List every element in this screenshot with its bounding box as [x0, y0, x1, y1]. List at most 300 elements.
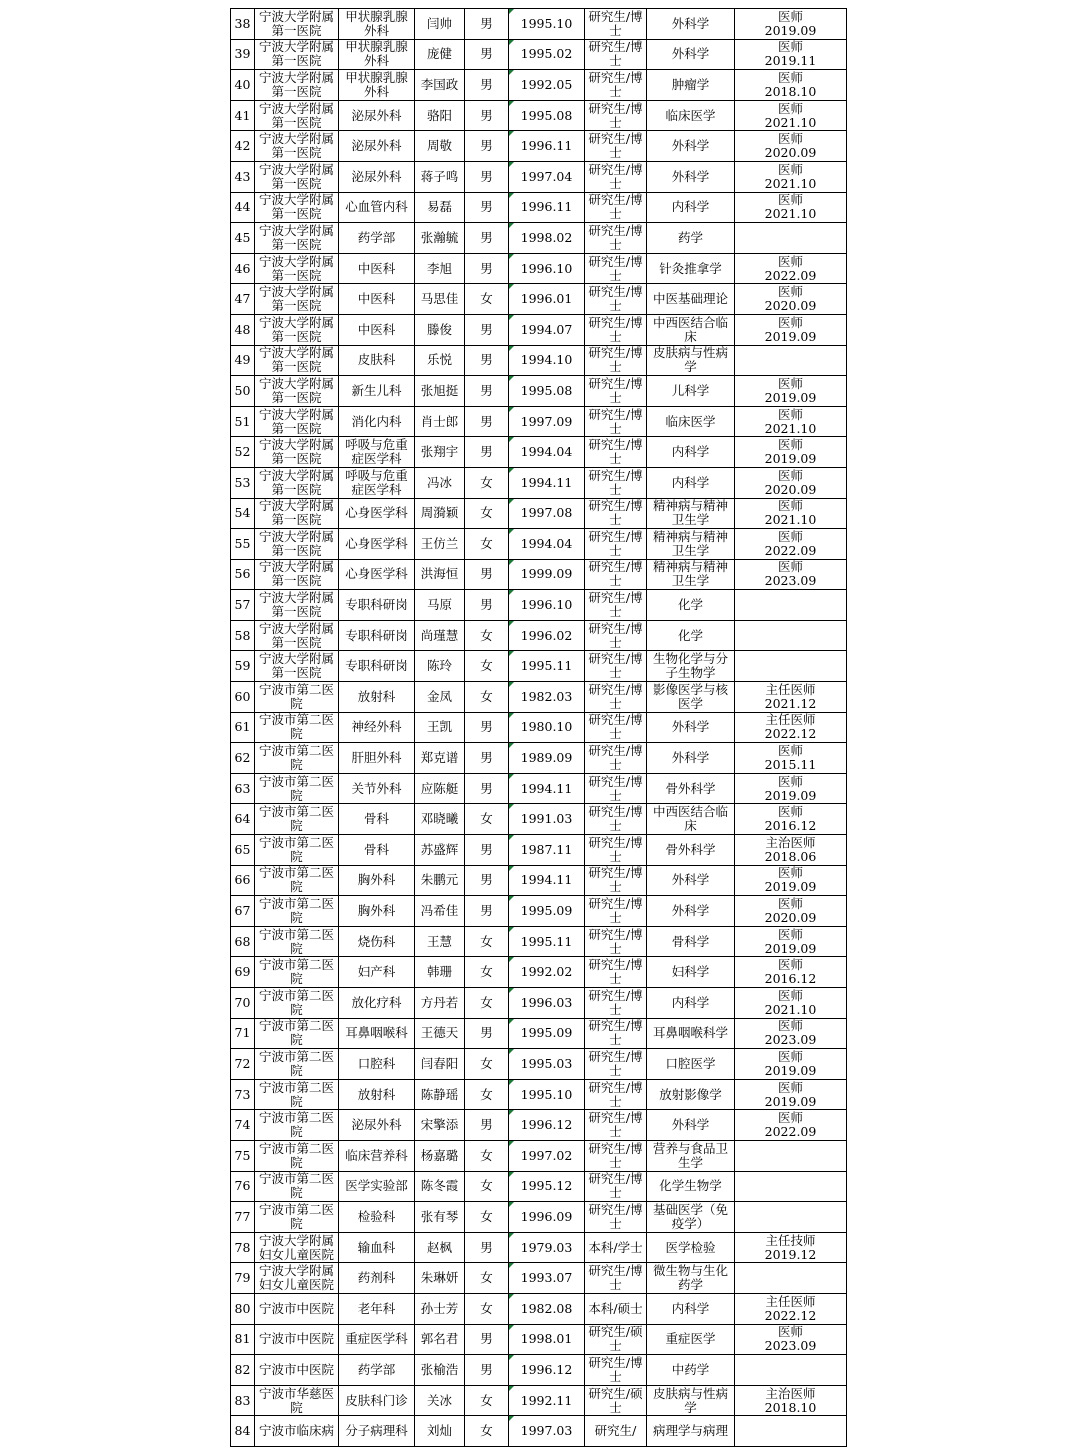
- department-cell: 妇产科: [339, 957, 415, 988]
- name-cell: 闫帅: [415, 9, 465, 40]
- birth-date-cell: 1994.11: [509, 467, 585, 498]
- birth-date-cell: 1998.02: [509, 223, 585, 254]
- unit-cell: 宁波市第二医院: [255, 896, 339, 927]
- birth-date-cell: 1997.08: [509, 498, 585, 529]
- title-cell: 医师 2018.10: [735, 70, 847, 101]
- major-cell: 骨外科学: [647, 835, 735, 866]
- table-row: [231, 1049, 847, 1080]
- row-index-cell: 83: [231, 1385, 255, 1416]
- unit-cell: 宁波市第二医院: [255, 804, 339, 835]
- education-cell: 研究生/博士: [585, 1049, 647, 1080]
- table-row: [231, 896, 847, 927]
- row-index-cell: 51: [231, 406, 255, 437]
- row-index-cell: 78: [231, 1232, 255, 1263]
- department-cell: 药学部: [339, 1355, 415, 1386]
- title-cell: 医师 2019.09: [735, 376, 847, 407]
- gender-cell: 女: [465, 1263, 509, 1294]
- table-row: [231, 529, 847, 560]
- row-index-cell: 60: [231, 682, 255, 713]
- education-cell: 研究生/博士: [585, 100, 647, 131]
- unit-cell: 宁波大学附属第一医院: [255, 161, 339, 192]
- department-cell: 临床营养科: [339, 1140, 415, 1171]
- row-index-cell: 44: [231, 192, 255, 223]
- name-cell: 周敬: [415, 131, 465, 162]
- birth-date-cell: 1994.10: [509, 345, 585, 376]
- birth-date-cell: 1996.02: [509, 620, 585, 651]
- table-row: [231, 345, 847, 376]
- row-index-cell: 58: [231, 620, 255, 651]
- title-cell: 医师 2019.09: [735, 1049, 847, 1080]
- table-row: [231, 70, 847, 101]
- education-cell: 研究生/: [585, 1416, 647, 1447]
- department-cell: 泌尿外科: [339, 131, 415, 162]
- department-cell: 放射科: [339, 1079, 415, 1110]
- major-cell: 生物化学与分子生物学: [647, 651, 735, 682]
- row-index-cell: 71: [231, 1018, 255, 1049]
- table-row: [231, 192, 847, 223]
- major-cell: 外科学: [647, 896, 735, 927]
- department-cell: 心身医学科: [339, 498, 415, 529]
- education-cell: 研究生/博士: [585, 498, 647, 529]
- row-index-cell: 64: [231, 804, 255, 835]
- name-cell: 李国政: [415, 70, 465, 101]
- row-index-cell: 66: [231, 865, 255, 896]
- gender-cell: 男: [465, 590, 509, 621]
- unit-cell: 宁波大学附属第一医院: [255, 559, 339, 590]
- birth-date-cell: 1995.09: [509, 1018, 585, 1049]
- name-cell: 韩珊: [415, 957, 465, 988]
- name-cell: 邓晓曦: [415, 804, 465, 835]
- gender-cell: 男: [465, 345, 509, 376]
- table-row: [231, 437, 847, 468]
- row-index-cell: 41: [231, 100, 255, 131]
- table-row: [231, 804, 847, 835]
- major-cell: 病理学与病理: [647, 1416, 735, 1447]
- gender-cell: 男: [465, 161, 509, 192]
- name-cell: 朱琳妍: [415, 1263, 465, 1294]
- row-index-cell: 48: [231, 314, 255, 345]
- unit-cell: 宁波大学附属第一医院: [255, 620, 339, 651]
- unit-cell: 宁波市第二医院: [255, 1049, 339, 1080]
- birth-date-cell: 1995.10: [509, 1079, 585, 1110]
- education-cell: 研究生/博士: [585, 957, 647, 988]
- gender-cell: 男: [465, 896, 509, 927]
- department-cell: 专职科研岗: [339, 590, 415, 621]
- major-cell: 中西医结合临床: [647, 314, 735, 345]
- title-cell: 医师 2019.09: [735, 9, 847, 40]
- unit-cell: 宁波市第二医院: [255, 1171, 339, 1202]
- table-row: [231, 1232, 847, 1263]
- name-cell: 肖士郎: [415, 406, 465, 437]
- major-cell: 化学: [647, 590, 735, 621]
- title-cell: 医师 2019.09: [735, 773, 847, 804]
- major-cell: 骨科学: [647, 926, 735, 957]
- row-index-cell: 79: [231, 1263, 255, 1294]
- major-cell: 外科学: [647, 712, 735, 743]
- row-index-cell: 42: [231, 131, 255, 162]
- title-cell: [735, 345, 847, 376]
- major-cell: 耳鼻咽喉科学: [647, 1018, 735, 1049]
- birth-date-cell: 1989.09: [509, 743, 585, 774]
- gender-cell: 男: [465, 314, 509, 345]
- education-cell: 本科/学士: [585, 1232, 647, 1263]
- major-cell: 内科学: [647, 1293, 735, 1324]
- name-cell: 刘灿: [415, 1416, 465, 1447]
- name-cell: 乐悦: [415, 345, 465, 376]
- unit-cell: 宁波大学附属第一医院: [255, 192, 339, 223]
- education-cell: 研究生/博士: [585, 406, 647, 437]
- name-cell: 陈冬霞: [415, 1171, 465, 1202]
- title-cell: [735, 223, 847, 254]
- title-cell: 主治医师 2018.06: [735, 835, 847, 866]
- department-cell: 胸外科: [339, 896, 415, 927]
- birth-date-cell: 1993.07: [509, 1263, 585, 1294]
- education-cell: 研究生/博士: [585, 253, 647, 284]
- major-cell: 皮肤病与性病学: [647, 345, 735, 376]
- unit-cell: 宁波大学附属第一医院: [255, 70, 339, 101]
- table-row: [231, 559, 847, 590]
- name-cell: 骆阳: [415, 100, 465, 131]
- birth-date-cell: 1996.10: [509, 253, 585, 284]
- gender-cell: 女: [465, 1079, 509, 1110]
- table-row: [231, 926, 847, 957]
- title-cell: [735, 1140, 847, 1171]
- gender-cell: 男: [465, 192, 509, 223]
- name-cell: 陈静瑶: [415, 1079, 465, 1110]
- title-cell: 主任医师 2021.12: [735, 682, 847, 713]
- major-cell: 内科学: [647, 988, 735, 1019]
- education-cell: 研究生/博士: [585, 39, 647, 70]
- birth-date-cell: 1996.03: [509, 988, 585, 1019]
- major-cell: 临床医学: [647, 406, 735, 437]
- table-row: [231, 1018, 847, 1049]
- major-cell: 针灸推拿学: [647, 253, 735, 284]
- department-cell: 泌尿外科: [339, 161, 415, 192]
- unit-cell: 宁波市第二医院: [255, 1140, 339, 1171]
- birth-date-cell: 1994.11: [509, 773, 585, 804]
- birth-date-cell: 1995.10: [509, 9, 585, 40]
- table-row: [231, 223, 847, 254]
- name-cell: 郑克谱: [415, 743, 465, 774]
- department-cell: 中医科: [339, 284, 415, 315]
- major-cell: 医学检验: [647, 1232, 735, 1263]
- table-row: [231, 467, 847, 498]
- department-cell: 肝胆外科: [339, 743, 415, 774]
- major-cell: 内科学: [647, 192, 735, 223]
- department-cell: 输血科: [339, 1232, 415, 1263]
- name-cell: 张翔宇: [415, 437, 465, 468]
- major-cell: 皮肤病与性病学: [647, 1385, 735, 1416]
- birth-date-cell: 1997.02: [509, 1140, 585, 1171]
- birth-date-cell: 1995.08: [509, 100, 585, 131]
- row-index-cell: 43: [231, 161, 255, 192]
- unit-cell: 宁波市华慈医院: [255, 1385, 339, 1416]
- gender-cell: 女: [465, 467, 509, 498]
- row-index-cell: 63: [231, 773, 255, 804]
- row-index-cell: 38: [231, 9, 255, 40]
- major-cell: 精神病与精神卫生学: [647, 529, 735, 560]
- table-row: [231, 284, 847, 315]
- name-cell: 王德天: [415, 1018, 465, 1049]
- title-cell: 医师 2023.09: [735, 1018, 847, 1049]
- birth-date-cell: 1999.09: [509, 559, 585, 590]
- department-cell: 专职科研岗: [339, 620, 415, 651]
- department-cell: 甲状腺乳腺外科: [339, 9, 415, 40]
- title-cell: 医师 2022.09: [735, 529, 847, 560]
- gender-cell: 男: [465, 406, 509, 437]
- table-row: [231, 1416, 847, 1447]
- gender-cell: 女: [465, 988, 509, 1019]
- birth-date-cell: 1996.09: [509, 1202, 585, 1233]
- department-cell: 新生儿科: [339, 376, 415, 407]
- birth-date-cell: 1994.07: [509, 314, 585, 345]
- education-cell: 研究生/博士: [585, 1202, 647, 1233]
- department-cell: 心身医学科: [339, 529, 415, 560]
- major-cell: 骨外科学: [647, 773, 735, 804]
- unit-cell: 宁波市第二医院: [255, 1079, 339, 1110]
- major-cell: 外科学: [647, 9, 735, 40]
- gender-cell: 女: [465, 682, 509, 713]
- gender-cell: 男: [465, 712, 509, 743]
- name-cell: 孙士芳: [415, 1293, 465, 1324]
- education-cell: 研究生/博士: [585, 743, 647, 774]
- title-cell: 医师 2021.10: [735, 100, 847, 131]
- education-cell: 研究生/博士: [585, 192, 647, 223]
- gender-cell: 男: [465, 131, 509, 162]
- education-cell: 研究生/博士: [585, 1171, 647, 1202]
- unit-cell: 宁波大学附属妇女儿童医院: [255, 1232, 339, 1263]
- unit-cell: 宁波大学附属第一医院: [255, 406, 339, 437]
- education-cell: 研究生/博士: [585, 926, 647, 957]
- department-cell: 中医科: [339, 253, 415, 284]
- title-cell: 医师 2021.10: [735, 192, 847, 223]
- row-index-cell: 54: [231, 498, 255, 529]
- name-cell: 王慧: [415, 926, 465, 957]
- education-cell: 研究生/博士: [585, 70, 647, 101]
- name-cell: 李旭: [415, 253, 465, 284]
- birth-date-cell: 1982.03: [509, 682, 585, 713]
- table-row: [231, 253, 847, 284]
- unit-cell: 宁波大学附属第一医院: [255, 39, 339, 70]
- gender-cell: 女: [465, 1049, 509, 1080]
- unit-cell: 宁波市第二医院: [255, 1110, 339, 1141]
- row-index-cell: 72: [231, 1049, 255, 1080]
- name-cell: 陈玲: [415, 651, 465, 682]
- table-row: [231, 651, 847, 682]
- name-cell: 滕俊: [415, 314, 465, 345]
- name-cell: 张有琴: [415, 1202, 465, 1233]
- gender-cell: 女: [465, 651, 509, 682]
- name-cell: 关冰: [415, 1385, 465, 1416]
- name-cell: 金凤: [415, 682, 465, 713]
- gender-cell: 男: [465, 559, 509, 590]
- row-index-cell: 59: [231, 651, 255, 682]
- birth-date-cell: 1980.10: [509, 712, 585, 743]
- table-row: [231, 1355, 847, 1386]
- unit-cell: 宁波市中医院: [255, 1293, 339, 1324]
- department-cell: 呼吸与危重症医学科: [339, 467, 415, 498]
- birth-date-cell: 1994.11: [509, 865, 585, 896]
- department-cell: 医学实验部: [339, 1171, 415, 1202]
- birth-date-cell: 1992.05: [509, 70, 585, 101]
- name-cell: 朱鹏元: [415, 865, 465, 896]
- gender-cell: 男: [465, 865, 509, 896]
- major-cell: 精神病与精神卫生学: [647, 498, 735, 529]
- unit-cell: 宁波市第二医院: [255, 1202, 339, 1233]
- education-cell: 研究生/博士: [585, 529, 647, 560]
- education-cell: 研究生/博士: [585, 896, 647, 927]
- unit-cell: 宁波大学附属第一医院: [255, 284, 339, 315]
- row-index-cell: 53: [231, 467, 255, 498]
- gender-cell: 男: [465, 253, 509, 284]
- unit-cell: 宁波市第二医院: [255, 743, 339, 774]
- unit-cell: 宁波市第二医院: [255, 865, 339, 896]
- major-cell: 外科学: [647, 1110, 735, 1141]
- department-cell: 检验科: [339, 1202, 415, 1233]
- table-row: [231, 1385, 847, 1416]
- major-cell: 肿瘤学: [647, 70, 735, 101]
- title-cell: 医师 2019.09: [735, 865, 847, 896]
- birth-date-cell: 1995.11: [509, 926, 585, 957]
- major-cell: 药学: [647, 223, 735, 254]
- row-index-cell: 69: [231, 957, 255, 988]
- name-cell: 王凯: [415, 712, 465, 743]
- gender-cell: 女: [465, 1293, 509, 1324]
- title-cell: [735, 620, 847, 651]
- table-row: [231, 865, 847, 896]
- table-body: [231, 9, 847, 1447]
- title-cell: [735, 1416, 847, 1447]
- birth-date-cell: 1992.02: [509, 957, 585, 988]
- unit-cell: 宁波大学附属第一医院: [255, 529, 339, 560]
- table-row: [231, 1171, 847, 1202]
- department-cell: 烧伤科: [339, 926, 415, 957]
- table-row: [231, 376, 847, 407]
- gender-cell: 女: [465, 1171, 509, 1202]
- department-cell: 中医科: [339, 314, 415, 345]
- name-cell: 郭名君: [415, 1324, 465, 1355]
- unit-cell: 宁波市第二医院: [255, 835, 339, 866]
- unit-cell: 宁波市第二医院: [255, 712, 339, 743]
- department-cell: 心身医学科: [339, 559, 415, 590]
- row-index-cell: 39: [231, 39, 255, 70]
- name-cell: 赵枫: [415, 1232, 465, 1263]
- education-cell: 研究生/博士: [585, 835, 647, 866]
- title-cell: [735, 590, 847, 621]
- row-index-cell: 82: [231, 1355, 255, 1386]
- gender-cell: 男: [465, 1232, 509, 1263]
- department-cell: 神经外科: [339, 712, 415, 743]
- major-cell: 外科学: [647, 131, 735, 162]
- name-cell: 宋擎添: [415, 1110, 465, 1141]
- unit-cell: 宁波市第二医院: [255, 926, 339, 957]
- table-row: [231, 406, 847, 437]
- education-cell: 研究生/博士: [585, 1263, 647, 1294]
- title-cell: 医师 2020.09: [735, 896, 847, 927]
- education-cell: 本科/硕士: [585, 1293, 647, 1324]
- education-cell: 研究生/博士: [585, 1355, 647, 1386]
- department-cell: 药学部: [339, 223, 415, 254]
- name-cell: 张旭挺: [415, 376, 465, 407]
- name-cell: 冯冰: [415, 467, 465, 498]
- unit-cell: 宁波市中医院: [255, 1324, 339, 1355]
- name-cell: 应陈艇: [415, 773, 465, 804]
- name-cell: 张瀚毓: [415, 223, 465, 254]
- row-index-cell: 80: [231, 1293, 255, 1324]
- table-row: [231, 682, 847, 713]
- major-cell: 营养与食品卫生学: [647, 1140, 735, 1171]
- birth-date-cell: 1995.02: [509, 39, 585, 70]
- table-row: [231, 1324, 847, 1355]
- birth-date-cell: 1996.10: [509, 590, 585, 621]
- major-cell: 基础医学（免疫学）: [647, 1202, 735, 1233]
- major-cell: 中医基础理论: [647, 284, 735, 315]
- title-cell: 医师 2022.09: [735, 1110, 847, 1141]
- table-row: [231, 314, 847, 345]
- table-row: [231, 988, 847, 1019]
- gender-cell: 男: [465, 1324, 509, 1355]
- unit-cell: 宁波大学附属第一医院: [255, 437, 339, 468]
- title-cell: [735, 1202, 847, 1233]
- title-cell: 主治医师 2018.10: [735, 1385, 847, 1416]
- gender-cell: 女: [465, 1202, 509, 1233]
- major-cell: 妇科学: [647, 957, 735, 988]
- title-cell: 医师 2023.09: [735, 1324, 847, 1355]
- title-cell: 主任医师 2022.12: [735, 1293, 847, 1324]
- department-cell: 消化内科: [339, 406, 415, 437]
- gender-cell: 男: [465, 9, 509, 40]
- title-cell: 医师 2019.09: [735, 926, 847, 957]
- birth-date-cell: 1994.04: [509, 437, 585, 468]
- major-cell: 外科学: [647, 743, 735, 774]
- title-cell: 医师 2016.12: [735, 957, 847, 988]
- title-cell: [735, 1263, 847, 1294]
- department-cell: 呼吸与危重症医学科: [339, 437, 415, 468]
- name-cell: 易磊: [415, 192, 465, 223]
- unit-cell: 宁波大学附属第一医院: [255, 314, 339, 345]
- birth-date-cell: 1995.03: [509, 1049, 585, 1080]
- gender-cell: 女: [465, 957, 509, 988]
- education-cell: 研究生/博士: [585, 651, 647, 682]
- table-row: [231, 498, 847, 529]
- table-row: [231, 1293, 847, 1324]
- table-row: [231, 1140, 847, 1171]
- department-cell: 耳鼻咽喉科: [339, 1018, 415, 1049]
- gender-cell: 女: [465, 529, 509, 560]
- row-index-cell: 70: [231, 988, 255, 1019]
- education-cell: 研究生/博士: [585, 345, 647, 376]
- birth-date-cell: 1997.04: [509, 161, 585, 192]
- unit-cell: 宁波大学附属第一医院: [255, 100, 339, 131]
- unit-cell: 宁波大学附属第一医院: [255, 9, 339, 40]
- title-cell: 主任技师 2019.12: [735, 1232, 847, 1263]
- gender-cell: 女: [465, 1385, 509, 1416]
- table-row: [231, 590, 847, 621]
- birth-date-cell: 1996.01: [509, 284, 585, 315]
- education-cell: 研究生/博士: [585, 9, 647, 40]
- department-cell: 重症医学科: [339, 1324, 415, 1355]
- education-cell: 研究生/博士: [585, 1110, 647, 1141]
- name-cell: 方丹若: [415, 988, 465, 1019]
- title-cell: 医师 2019.09: [735, 1079, 847, 1110]
- major-cell: 中药学: [647, 1355, 735, 1386]
- title-cell: 医师 2021.10: [735, 161, 847, 192]
- birth-date-cell: 1992.11: [509, 1385, 585, 1416]
- gender-cell: 女: [465, 926, 509, 957]
- gender-cell: 男: [465, 835, 509, 866]
- gender-cell: 男: [465, 743, 509, 774]
- education-cell: 研究生/博士: [585, 1079, 647, 1110]
